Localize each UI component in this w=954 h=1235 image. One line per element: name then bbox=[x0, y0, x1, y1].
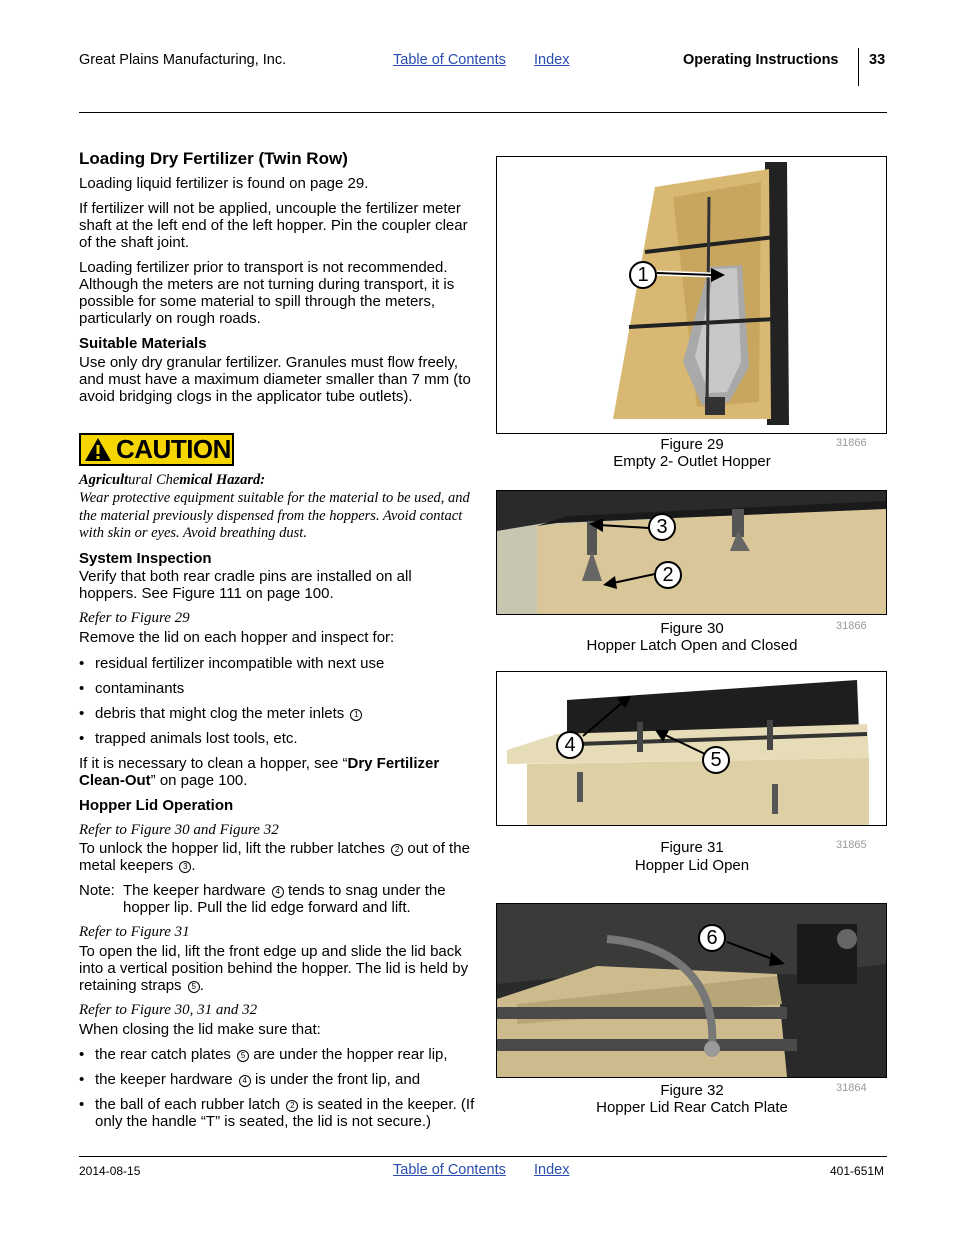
arrow-icon bbox=[581, 694, 633, 738]
section-title: Operating Instructions bbox=[683, 52, 839, 68]
figure-callout: 4 bbox=[556, 731, 584, 759]
paragraph-uncouple: If fertilizer will not be applied, uncouple the fertilizer meter shaft at the left end of the left hopper. Pin the coupler clear of the shaft joint. bbox=[79, 200, 468, 251]
callout-marker: 1 bbox=[350, 709, 362, 721]
hazard-text: Wear protective equipment suitable for the material to be used, and the material previously dispensed from the hoppers. Avoid contact with skin or eyes. Avoid breathing dust. bbox=[79, 490, 470, 541]
figure-31-number: Figure 31 bbox=[660, 839, 724, 856]
ref-figure-30-31-32: Refer to Figure 30, 31 and 32 bbox=[79, 1002, 258, 1018]
hopper-catch-plate-illustration bbox=[497, 904, 886, 1077]
ref-figure-31: Refer to Figure 31 bbox=[79, 924, 190, 940]
figure-29-image bbox=[496, 156, 887, 434]
callout-marker: 2 bbox=[391, 844, 403, 856]
callout-marker: 4 bbox=[239, 1075, 251, 1087]
caution-label: CAUTION bbox=[116, 434, 231, 464]
arrow-icon bbox=[587, 519, 651, 537]
bullet-icon: • bbox=[79, 1071, 85, 1088]
footer-date: 2014-08-15 bbox=[79, 1164, 141, 1178]
hopper-illustration bbox=[497, 157, 886, 433]
hazard-title-part-b: ural Che bbox=[128, 472, 180, 488]
list-item-text: the ball of each rubber latch 2 is seated in the keeper. (If only the handle “T” is seated, the lid is not secure.) bbox=[95, 1096, 475, 1130]
list-item-text: the keeper hardware 4 is under the front lip, and bbox=[95, 1071, 421, 1088]
index-link-header[interactable]: Index bbox=[534, 52, 570, 68]
callout-marker: 3 bbox=[179, 861, 191, 873]
figure-32-number: Figure 32 bbox=[660, 1082, 724, 1099]
system-inspection-heading: System Inspection bbox=[79, 550, 212, 567]
system-inspection-text: Verify that both rear cradle pins are installed on all hoppers. See Figure 111 on page 100. bbox=[79, 568, 412, 602]
caution-badge bbox=[79, 433, 234, 466]
page-number: 33 bbox=[869, 52, 886, 68]
remove-lid-text: Remove the lid on each hopper and inspect for: bbox=[79, 629, 395, 646]
bullet-icon: • bbox=[79, 730, 85, 747]
figure-30-number: Figure 30 bbox=[660, 620, 724, 637]
callout-marker: 5 bbox=[237, 1050, 249, 1062]
figure-29-caption: Empty 2- Outlet Hopper bbox=[613, 453, 771, 470]
paragraph-transport: Loading fertilizer prior to transport is not recommended. Although the meters are not turning during transport, it is possible for some material to spill through the meters, particularly on rough roads. bbox=[79, 259, 455, 327]
figure-31-image bbox=[496, 671, 887, 826]
arrow-icon bbox=[653, 728, 707, 758]
figure-32-caption: Hopper Lid Rear Catch Plate bbox=[596, 1099, 788, 1116]
hazard-title-part-a: Agricult bbox=[79, 472, 129, 488]
suitable-materials-text: Use only dry granular fertilizer. Granules must flow freely, and must have a maximum diameter smaller than 7 mm (to avoid bridging clogs in the applicator tube outlets). bbox=[79, 354, 471, 405]
hazard-title bbox=[79, 472, 471, 490]
figure-30-code: 31866 bbox=[836, 620, 867, 632]
callout-marker: 5 bbox=[188, 981, 200, 993]
list-item-text: debris that might clog the meter inlets 1 bbox=[95, 705, 475, 722]
figure-callout: 6 bbox=[698, 924, 726, 952]
figure-callout: 5 bbox=[702, 746, 730, 774]
cleanout-reference: Dry Fertilizer Clean-Out bbox=[79, 755, 440, 789]
figure-32-code: 31864 bbox=[836, 1082, 867, 1094]
list-item-text: residual fertilizer incompatible with next use bbox=[95, 655, 385, 672]
bullet-icon: • bbox=[79, 1046, 85, 1063]
unlock-lid-text: To unlock the hopper lid, lift the rubber latches 2 out of the metal keepers 3 . bbox=[79, 840, 470, 874]
header-rule bbox=[79, 112, 887, 113]
note-text: The keeper hardware 4 tends to snag under the hopper lip. Pull the lid edge forward and lift. bbox=[123, 882, 446, 916]
paragraph-liquid: Loading liquid fertilizer is found on page 29. bbox=[79, 175, 369, 192]
hopper-lid-heading: Hopper Lid Operation bbox=[79, 797, 234, 814]
figure-32-image bbox=[496, 903, 887, 1078]
index-link-footer[interactable]: Index bbox=[534, 1162, 570, 1178]
header-divider bbox=[858, 48, 859, 86]
arrow-icon bbox=[725, 938, 789, 968]
document-number: 401-651M bbox=[830, 1164, 885, 1178]
figure-callout: 1 bbox=[629, 261, 657, 289]
ref-figure-29: Refer to Figure 29 bbox=[79, 610, 190, 626]
figure-31-code: 31865 bbox=[836, 839, 867, 851]
warning-triangle-icon bbox=[84, 437, 112, 462]
arrow-icon bbox=[601, 571, 657, 591]
bullet-icon: • bbox=[79, 680, 85, 697]
figure-31-caption: Hopper Lid Open bbox=[634, 857, 750, 874]
hazard-title-part-c: mical Hazard: bbox=[179, 472, 266, 488]
figure-callout: 2 bbox=[654, 561, 682, 589]
figure-29-code: 31866 bbox=[836, 437, 867, 449]
bullet-icon: • bbox=[79, 1096, 85, 1113]
note-label: Note: bbox=[79, 882, 115, 899]
list-item-text: trapped animals lost tools, etc. bbox=[95, 730, 298, 747]
arrow-icon bbox=[657, 265, 727, 285]
toc-link-header[interactable]: Table of Contents bbox=[393, 52, 506, 68]
bullet-icon: • bbox=[79, 655, 85, 672]
figure-30-caption: Hopper Latch Open and Closed bbox=[586, 637, 798, 654]
ref-figure-30-32: Refer to Figure 30 and Figure 32 bbox=[79, 822, 279, 838]
bullet-icon: • bbox=[79, 705, 85, 722]
toc-link-footer[interactable]: Table of Contents bbox=[393, 1162, 506, 1178]
closing-intro: When closing the lid make sure that: bbox=[79, 1021, 321, 1038]
figure-callout: 3 bbox=[648, 513, 676, 541]
open-lid-text: To open the lid, lift the front edge up and slide the lid back into a vertical position behind the hopper. The lid is held by retaining straps 5 . bbox=[79, 943, 469, 994]
callout-marker: 4 bbox=[272, 886, 284, 898]
list-item-text: the rear catch plates 5 are under the hopper rear lip, bbox=[95, 1046, 448, 1063]
company-name: Great Plains Manufacturing, Inc. bbox=[79, 52, 287, 68]
suitable-materials-heading: Suitable Materials bbox=[79, 335, 207, 352]
cleaning-reference: If it is necessary to clean a hopper, see “Dry Fertilizer Clean-Out” on page 100. bbox=[79, 755, 440, 789]
page-title: Loading Dry Fertilizer (Twin Row) bbox=[79, 149, 348, 168]
footer-rule bbox=[79, 1156, 887, 1157]
figure-29-number: Figure 29 bbox=[660, 436, 724, 453]
list-item-text: contaminants bbox=[95, 680, 185, 697]
hopper-latch-illustration bbox=[497, 491, 886, 614]
callout-marker: 2 bbox=[286, 1100, 298, 1112]
figure-30-image bbox=[496, 490, 887, 615]
